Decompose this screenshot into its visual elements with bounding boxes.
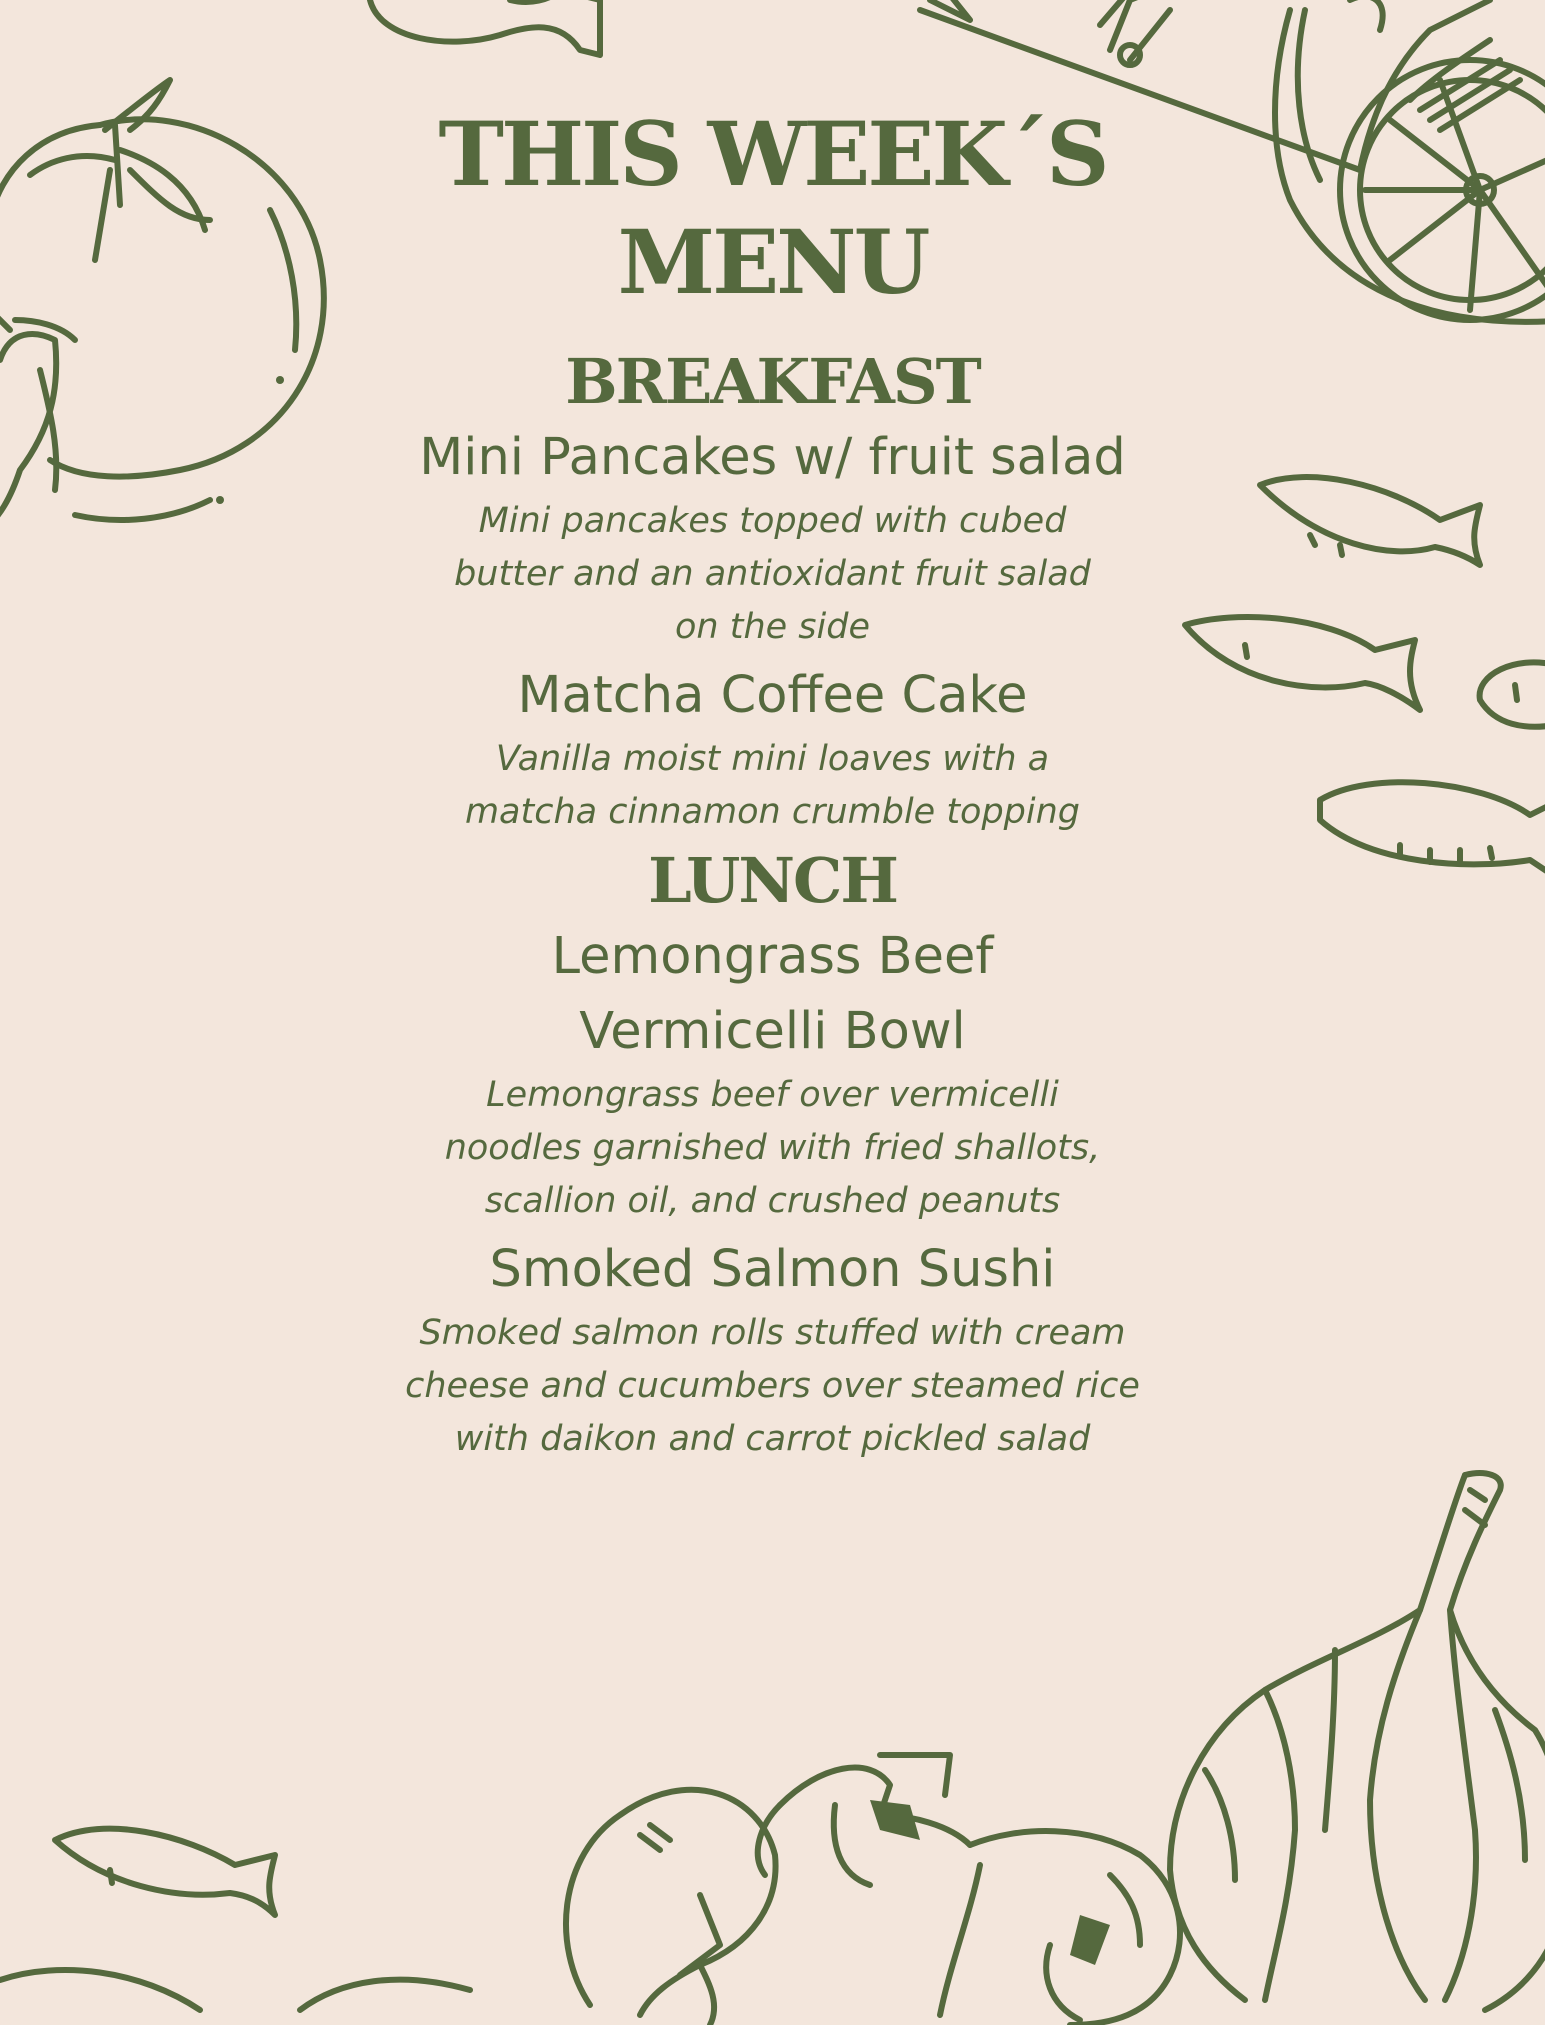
menu-item-name-line-2: Vermicelli Bowl bbox=[579, 1002, 966, 1061]
fish-sketch-icon-3 bbox=[1475, 655, 1545, 755]
menu-item-description: Mini pancakes topped with cubed butter and an antioxidant fruit salad on the side bbox=[454, 501, 1091, 647]
menu-item-name: Smoked Salmon Sushi bbox=[489, 1240, 1056, 1299]
lunch-heading: LUNCH bbox=[648, 844, 897, 917]
food-sketch-top-shape bbox=[360, 0, 620, 70]
menu-item-description: Smoked salmon rolls stuffed with cream cheese and cucumbers over steamed rice with daikon and carrot pickled salad bbox=[405, 1313, 1140, 1459]
menu-item bbox=[370, 919, 1175, 1228]
menu-item bbox=[370, 658, 1175, 839]
menu-title bbox=[370, 100, 1175, 316]
menu-item bbox=[370, 420, 1175, 654]
fish-sketch-icon-1 bbox=[1250, 465, 1500, 595]
menu-item-name: Mini Pancakes w/ fruit salad bbox=[419, 428, 1126, 487]
menu-content bbox=[370, 100, 1175, 1470]
food-sketch-bottom-shape bbox=[0, 1950, 480, 2010]
garlic-sketch-icon bbox=[1165, 1470, 1545, 2010]
menu-item-description: Vanilla moist mini loaves with a matcha cinnamon crumble topping bbox=[464, 739, 1081, 832]
menu-title-line-1: THIS WEEK´S bbox=[438, 102, 1107, 206]
fish-sketch-icon-5 bbox=[45, 1815, 295, 1925]
menu-item-name-line-1: Lemongrass Beef bbox=[551, 927, 994, 986]
menu-item-name: Matcha Coffee Cake bbox=[517, 666, 1028, 725]
mushroom-sketch-icon bbox=[550, 1745, 1190, 2025]
menu-title-line-2: MENU bbox=[617, 210, 928, 314]
tomato-sketch-icon bbox=[0, 70, 360, 530]
fish-sketch-icon-4 bbox=[1310, 770, 1545, 890]
menu-item bbox=[370, 1232, 1175, 1466]
breakfast-heading: BREAKFAST bbox=[565, 345, 980, 418]
menu-item-description: Lemongrass beef over vermicelli noodles garnished with fried shallots, scallion oil, and crushed peanuts bbox=[444, 1075, 1101, 1221]
fish-sketch-icon-2 bbox=[1175, 605, 1435, 735]
